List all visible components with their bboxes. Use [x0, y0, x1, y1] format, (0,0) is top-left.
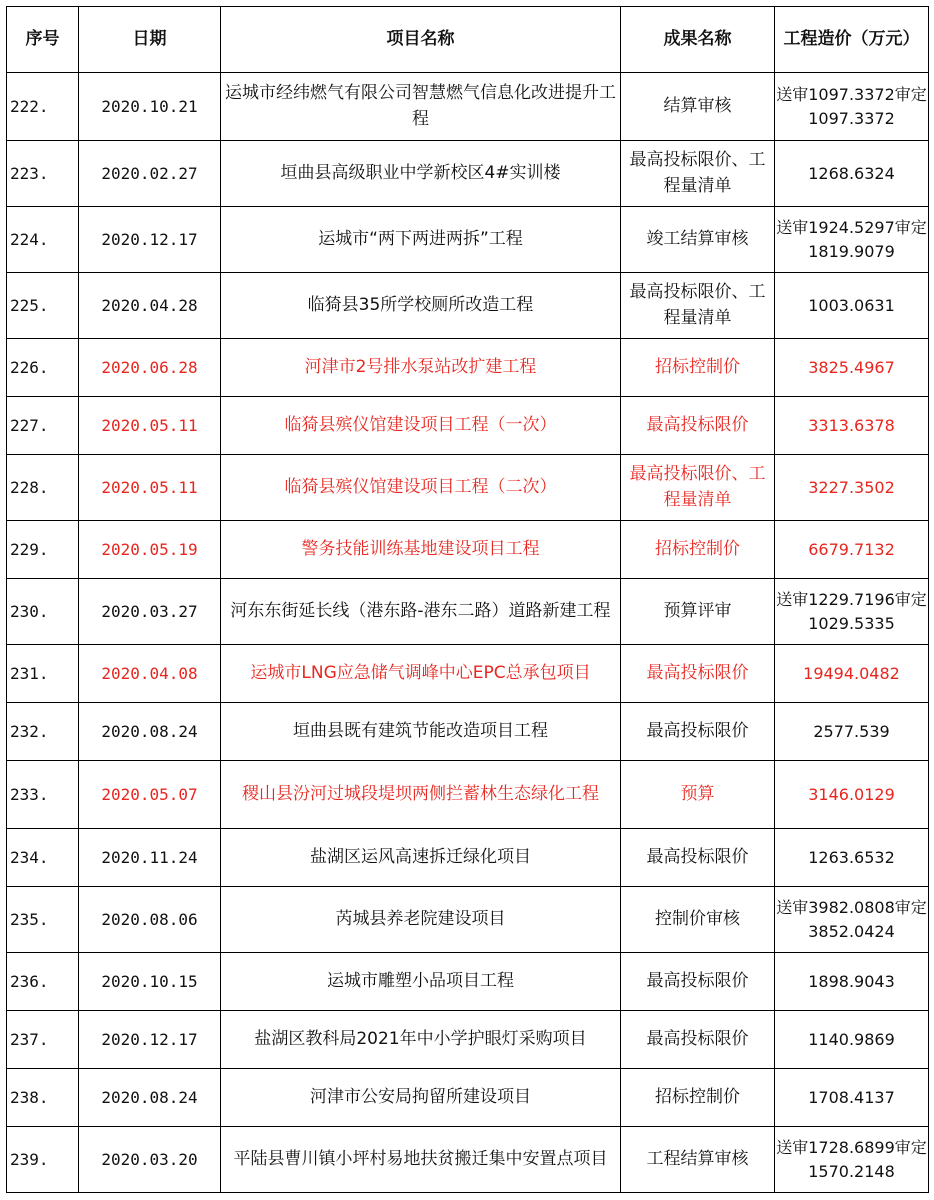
table-body	[7, 73, 929, 1193]
cell-result: 工程结算审核	[621, 1127, 775, 1193]
cell-cost: 送审1097.3372审定1097.3372	[775, 73, 929, 141]
cell-seq: 226.	[7, 339, 79, 397]
cell-cost: 3227.3502	[775, 455, 929, 521]
cell-result: 预算评审	[621, 579, 775, 645]
cell-seq: 236.	[7, 953, 79, 1011]
table-row	[7, 455, 929, 521]
cell-cost: 3825.4967	[775, 339, 929, 397]
cell-cost: 3313.6378	[775, 397, 929, 455]
cell-project: 河津市公安局拘留所建设项目	[221, 1069, 621, 1127]
cell-result: 招标控制价	[621, 521, 775, 579]
cell-date: 2020.04.28	[79, 273, 221, 339]
cell-result: 最高投标限价	[621, 1011, 775, 1069]
table-row	[7, 703, 929, 761]
cell-seq: 230.	[7, 579, 79, 645]
cell-project: 运城市经纬燃气有限公司智慧燃气信息化改进提升工程	[221, 73, 621, 141]
cell-result: 最高投标限价	[621, 953, 775, 1011]
cell-date: 2020.05.11	[79, 455, 221, 521]
table-row	[7, 339, 929, 397]
cell-seq: 224.	[7, 207, 79, 273]
table-row	[7, 207, 929, 273]
cell-project: 临猗县殡仪馆建设项目工程（二次）	[221, 455, 621, 521]
cell-seq: 237.	[7, 1011, 79, 1069]
cell-date: 2020.12.17	[79, 1011, 221, 1069]
header-seq: 序号	[7, 7, 79, 73]
table-row	[7, 521, 929, 579]
cell-result: 最高投标限价	[621, 829, 775, 887]
table-row	[7, 579, 929, 645]
cell-result: 结算审核	[621, 73, 775, 141]
cell-project: 临猗县35所学校厕所改造工程	[221, 273, 621, 339]
table-row	[7, 761, 929, 829]
cell-cost: 送审1229.7196审定1029.5335	[775, 579, 929, 645]
cell-result: 最高投标限价、工程量清单	[621, 455, 775, 521]
table-row	[7, 73, 929, 141]
cell-project: 警务技能训练基地建设项目工程	[221, 521, 621, 579]
table-row	[7, 1069, 929, 1127]
cell-seq: 234.	[7, 829, 79, 887]
cell-result: 招标控制价	[621, 1069, 775, 1127]
cell-project: 盐湖区运风高速拆迁绿化项目	[221, 829, 621, 887]
cell-date: 2020.11.24	[79, 829, 221, 887]
cell-project: 芮城县养老院建设项目	[221, 887, 621, 953]
table-row	[7, 1127, 929, 1193]
cell-seq: 238.	[7, 1069, 79, 1127]
cell-date: 2020.04.08	[79, 645, 221, 703]
cell-cost: 1263.6532	[775, 829, 929, 887]
cell-date: 2020.03.27	[79, 579, 221, 645]
cell-project: 河津市2号排水泵站改扩建工程	[221, 339, 621, 397]
cell-project: 垣曲县既有建筑节能改造项目工程	[221, 703, 621, 761]
cell-date: 2020.10.15	[79, 953, 221, 1011]
cell-seq: 235.	[7, 887, 79, 953]
cell-result: 最高投标限价	[621, 397, 775, 455]
cell-date: 2020.02.27	[79, 141, 221, 207]
cell-cost: 1003.0631	[775, 273, 929, 339]
cell-cost: 1140.9869	[775, 1011, 929, 1069]
cell-project: 运城市“两下两进两拆”工程	[221, 207, 621, 273]
cell-cost: 2577.539	[775, 703, 929, 761]
header-date: 日期	[79, 7, 221, 73]
cell-seq: 231.	[7, 645, 79, 703]
cell-project: 平陆县曹川镇小坪村易地扶贫搬迁集中安置点项目	[221, 1127, 621, 1193]
cell-project: 临猗县殡仪馆建设项目工程（一次）	[221, 397, 621, 455]
cell-date: 2020.08.24	[79, 703, 221, 761]
header-result: 成果名称	[621, 7, 775, 73]
table-row	[7, 141, 929, 207]
cell-result: 最高投标限价、工程量清单	[621, 141, 775, 207]
header-row	[7, 7, 929, 73]
table-row	[7, 887, 929, 953]
cell-result: 招标控制价	[621, 339, 775, 397]
cell-date: 2020.08.24	[79, 1069, 221, 1127]
cell-date: 2020.05.11	[79, 397, 221, 455]
results-table	[6, 6, 929, 1193]
cell-cost: 19494.0482	[775, 645, 929, 703]
header-project: 项目名称	[221, 7, 621, 73]
cell-date: 2020.03.20	[79, 1127, 221, 1193]
cell-seq: 233.	[7, 761, 79, 829]
header-cost: 工程造价（万元）	[775, 7, 929, 73]
cell-seq: 222.	[7, 73, 79, 141]
cell-project: 运城市LNG应急储气调峰中心EPC总承包项目	[221, 645, 621, 703]
cell-cost: 1268.6324	[775, 141, 929, 207]
cell-result: 最高投标限价	[621, 645, 775, 703]
table-row	[7, 953, 929, 1011]
cell-project: 稷山县汾河过城段堤坝两侧拦蓄林生态绿化工程	[221, 761, 621, 829]
cell-seq: 232.	[7, 703, 79, 761]
cell-result: 预算	[621, 761, 775, 829]
cell-seq: 225.	[7, 273, 79, 339]
cell-result: 竣工结算审核	[621, 207, 775, 273]
cell-project: 河东东街延长线（港东路-港东二路）道路新建工程	[221, 579, 621, 645]
table-row	[7, 1011, 929, 1069]
cell-cost: 3146.0129	[775, 761, 929, 829]
cell-result: 最高投标限价	[621, 703, 775, 761]
cell-seq: 223.	[7, 141, 79, 207]
table-row	[7, 645, 929, 703]
cell-seq: 227.	[7, 397, 79, 455]
cell-project: 垣曲县高级职业中学新校区4#实训楼	[221, 141, 621, 207]
cell-date: 2020.12.17	[79, 207, 221, 273]
cell-date: 2020.05.07	[79, 761, 221, 829]
cell-cost: 1898.9043	[775, 953, 929, 1011]
table-row	[7, 829, 929, 887]
cell-date: 2020.10.21	[79, 73, 221, 141]
cell-date: 2020.08.06	[79, 887, 221, 953]
cell-seq: 228.	[7, 455, 79, 521]
table-row	[7, 273, 929, 339]
cell-project: 运城市雕塑小品项目工程	[221, 953, 621, 1011]
cell-seq: 239.	[7, 1127, 79, 1193]
cell-date: 2020.06.28	[79, 339, 221, 397]
cell-cost: 送审1924.5297审定1819.9079	[775, 207, 929, 273]
cell-result: 控制价审核	[621, 887, 775, 953]
cell-project: 盐湖区教科局2021年中小学护眼灯采购项目	[221, 1011, 621, 1069]
cell-cost: 送审1728.6899审定1570.2148	[775, 1127, 929, 1193]
table-row	[7, 397, 929, 455]
cell-seq: 229.	[7, 521, 79, 579]
cell-cost: 1708.4137	[775, 1069, 929, 1127]
cell-result: 最高投标限价、工程量清单	[621, 273, 775, 339]
cell-cost: 6679.7132	[775, 521, 929, 579]
cell-date: 2020.05.19	[79, 521, 221, 579]
cell-cost: 送审3982.0808审定3852.0424	[775, 887, 929, 953]
